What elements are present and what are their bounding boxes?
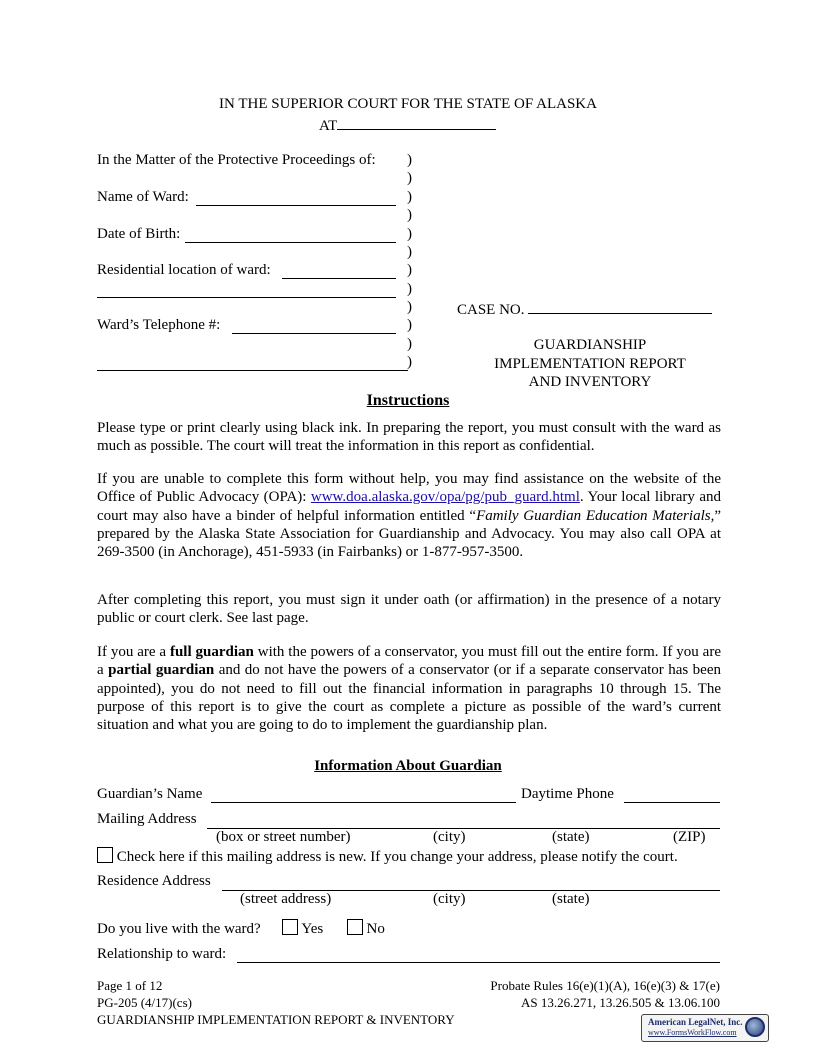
page-number: Page 1 of 12 (97, 978, 163, 993)
form-footer-title: GUARDIANSHIP IMPLEMENTATION REPORT & INVENTORY (97, 1012, 455, 1027)
logo-company: American LegalNet, Inc. (648, 1017, 743, 1027)
res-sub-label: (street address) (240, 891, 332, 907)
paragraph-text: . Your local library and court may also have a binder of helpful information entitled “ (97, 489, 721, 524)
caption-paren: ) (407, 189, 412, 205)
full-guardian-term: full guardian (169, 644, 254, 660)
residential-field-2[interactable] (97, 297, 396, 298)
guardian-name-field[interactable] (211, 802, 516, 803)
ward-name-field[interactable] (196, 205, 396, 206)
american-legalnet-logo[interactable] (641, 1014, 769, 1042)
new-address-text: Check here if this mailing address is new. If you change your address, please notify the court. (116, 849, 678, 865)
statutes: AS 13.26.271, 13.26.505 & 13.06.100 (521, 995, 720, 1010)
form-title-line: IMPLEMENTATION REPORT (494, 355, 686, 372)
opa-website-link[interactable]: www.doa.alaska.gov/opa/pg/pub_guard.html (310, 489, 580, 506)
globe-icon (745, 1017, 765, 1037)
instructions-paragraph-4 (97, 643, 721, 734)
case-number (457, 299, 712, 319)
court-location-line (319, 115, 496, 135)
logo-url: www.FormsWorkFlow.com (648, 1028, 737, 1037)
ward-phone-field[interactable] (232, 333, 396, 334)
form-title-block (460, 336, 720, 392)
dob-field[interactable] (185, 242, 396, 243)
mail-sub-label: (state) (552, 829, 590, 845)
ward-phone-label: Ward’s Telephone #: (97, 317, 221, 333)
caption-paren: ) (407, 262, 412, 278)
matter-label: In the Matter of the Protective Proceedings of: (97, 152, 376, 168)
instructions-heading: Instructions (366, 392, 450, 409)
ward-name-label: Name of Ward: (97, 189, 189, 205)
relationship-label: Relationship to ward: (97, 946, 227, 962)
form-title-line: AND INVENTORY (528, 374, 652, 390)
form-title-line: GUARDIANSHIP (533, 337, 647, 353)
instructions-paragraph-1: Please type or print clearly using black ink. In preparing the report, you must consult with the ward as much as possible. The court will treat the information in this report as confidential. (97, 420, 721, 455)
caption-paren: ) (407, 226, 412, 242)
partial-guardian-term: partial guardian (108, 662, 215, 679)
instructions-paragraph-3: After completing this report, you must sign it under oath (or affirmation) in the presence of a notary public or court clerk. See last page. (97, 592, 721, 627)
caption-paren: ) (407, 299, 412, 315)
caption-paren: ) (407, 354, 412, 370)
caption-paren: ) (407, 281, 412, 297)
paragraph-text: with the powers of a conservator, you must fill out the entire form. If you are a (97, 644, 721, 679)
paragraph-text: If you are a (97, 644, 170, 660)
live-with-ward-label: Do you live with the ward? (97, 921, 261, 937)
residence-address-label: Residence Address (97, 873, 211, 889)
mail-sub-label: (box or street number) (216, 829, 351, 845)
instructions-paragraph-2 (97, 470, 721, 561)
res-sub-label: (state) (552, 891, 590, 907)
relationship-field[interactable] (237, 962, 720, 963)
caption-bottom-line (97, 370, 408, 371)
mail-sub-label: (city) (433, 829, 466, 845)
caption-paren: ) (407, 170, 412, 186)
new-address-row (97, 847, 678, 866)
form-id: PG-205 (4/17)(cs) (97, 995, 192, 1010)
caption-paren: ) (407, 244, 412, 260)
live-with-no-checkbox[interactable] (347, 919, 363, 935)
live-with-yes-checkbox[interactable] (282, 919, 298, 935)
no-label: No (366, 921, 385, 937)
mail-sub-label: (ZIP) (673, 829, 706, 845)
case-no-label: CASE NO. (457, 302, 525, 318)
guardian-info-heading: Information About Guardian (314, 758, 502, 774)
mailing-address-label: Mailing Address (97, 811, 197, 827)
caption-paren: ) (407, 207, 412, 223)
paragraph-text: ” prepared by the Alaska State Association for Guardianship and Advocacy. You may also call OPA at 269-3500 (in Anchorage), 451-5933 (in Fairbanks) or 1-877-957-3500. (97, 507, 721, 561)
paragraph-text: and do not have the powers of a conservator (or if a separate conservator has been appointed), you do not need to fill out the financial information in paragraphs 10 through 15. The purpose of this report is to give the court as complete a picture as possible of the ward’s current situation and what you are going to do to implement the guardianship plan. (97, 662, 721, 734)
caption-paren: ) (407, 152, 412, 168)
court-location-field[interactable] (337, 115, 496, 130)
footer-right (490, 977, 720, 1011)
live-with-ward-row (97, 919, 385, 938)
probate-rules: Probate Rules 16(e)(1)(A), 16(e)(3) & 17(e) (490, 978, 720, 993)
court-heading: IN THE SUPERIOR COURT FOR THE STATE OF ALASKA (219, 96, 597, 112)
daytime-phone-label: Daytime Phone (521, 786, 614, 802)
at-label: AT (319, 118, 338, 134)
footer-left (97, 977, 455, 1028)
res-sub-label: (city) (433, 891, 466, 907)
caption-paren: ) (407, 336, 412, 352)
paragraph-text: If you are unable to complete this form without help, you may find assistance on the website of the Office of Public Advocacy (OPA): (97, 471, 721, 506)
residential-label: Residential location of ward: (97, 262, 271, 278)
yes-label: Yes (301, 921, 324, 937)
residential-field-1[interactable] (282, 278, 396, 279)
materials-title: Family Guardian Education Materials, (476, 507, 715, 524)
caption-paren: ) (407, 317, 412, 333)
dob-label: Date of Birth: (97, 226, 181, 242)
new-address-checkbox[interactable] (97, 847, 113, 863)
case-no-field[interactable] (528, 299, 712, 314)
daytime-phone-field[interactable] (624, 802, 720, 803)
guardian-name-label: Guardian’s Name (97, 786, 203, 802)
